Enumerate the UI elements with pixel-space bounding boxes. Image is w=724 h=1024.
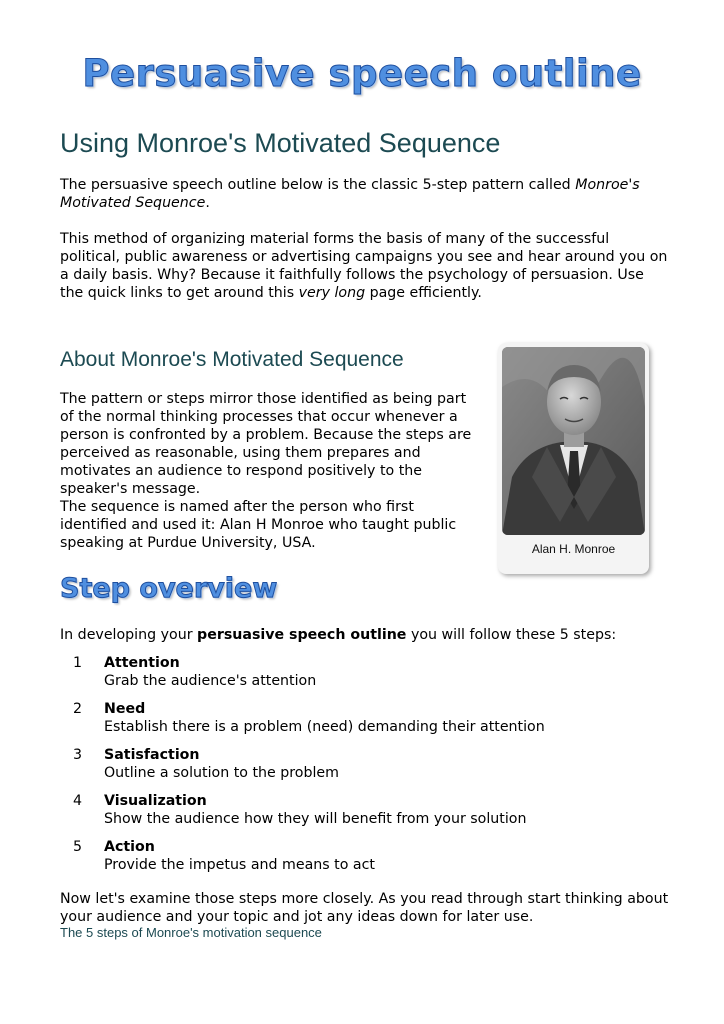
method-italic-text: very long — [298, 285, 366, 301]
method-paragraph — [60, 230, 670, 302]
step-item — [60, 652, 670, 698]
step-item — [60, 790, 670, 836]
step-item — [60, 698, 670, 744]
step-description: Outline a solution to the problem — [104, 765, 339, 781]
method-text: This method of organizing material forms the basis of many of the successful political, public awareness or advertising campaigns you see and hear around you on a daily basis. Why? Because it faithfully follows the psychology of persuasion. Use the quick links to get around this — [60, 231, 668, 301]
about-heading: About Monroe's Motivated Sequence — [60, 348, 404, 371]
step-title: Satisfaction — [104, 747, 200, 763]
step-description: Establish there is a problem (need) demanding their attention — [104, 719, 545, 735]
portrait-caption: Alan H. Monroe — [531, 542, 616, 556]
portrait-photo — [502, 347, 645, 535]
about-paragraph — [60, 390, 480, 552]
step-item — [60, 836, 670, 882]
step-number: 1 — [73, 655, 83, 671]
step-description: Provide the impetus and means to act — [104, 857, 375, 873]
step-description: Grab the audience's attention — [104, 673, 317, 689]
step-item — [60, 744, 670, 790]
steps-list — [60, 652, 670, 882]
method-end-text: page efficiently. — [365, 285, 482, 301]
step-number: 2 — [73, 701, 83, 717]
step-title: Visualization — [104, 793, 207, 809]
monroe-steps-link[interactable]: The 5 steps of Monroe's motivation sequence — [60, 925, 322, 940]
subtitle-heading: Using Monroe's Motivated Sequence — [60, 128, 501, 158]
intro-text: The persuasive speech outline below is the classic 5-step pattern called — [60, 177, 576, 193]
step-title: Attention — [104, 655, 180, 671]
intro-end-text: . — [205, 195, 210, 211]
about-text-2: The sequence is named after the person who first identified and used it: Alan H Monroe who taught public speaking at Purdue University, USA. — [60, 499, 457, 551]
step-title: Need — [104, 701, 146, 717]
step-description: Show the audience how they will benefit from your solution — [104, 811, 527, 827]
step-number: 3 — [73, 747, 83, 763]
step-number: 4 — [73, 793, 83, 809]
step-overview-heading: Step overview — [60, 573, 278, 604]
steps-intro-bold-text: persuasive speech outline — [197, 627, 407, 643]
closing-paragraph: Now let's examine those steps more closely. As you read through start thinking about your audience and your topic and jot any ideas down for later use. — [60, 891, 669, 925]
portrait-illustration — [502, 347, 645, 535]
step-number: 5 — [73, 839, 83, 855]
step-title: Action — [104, 839, 155, 855]
intro-paragraph — [60, 176, 670, 212]
page-title: Persuasive speech outline — [82, 52, 642, 95]
steps-intro-paragraph — [60, 626, 670, 644]
intro-italic-text: Monroe's Motivated Sequence — [60, 177, 640, 211]
about-text-1: The pattern or steps mirror those identified as being part of the normal thinking processes that occur whenever a person is confronted by a problem. Because the steps are perceived as reasonable, using them prepares and motivates an audience to respond positively to the speaker's message. — [60, 391, 472, 497]
monroe-portrait — [498, 343, 649, 574]
steps-intro-text: In developing your — [60, 627, 198, 643]
steps-intro-end-text: you will follow these 5 steps: — [406, 627, 617, 643]
